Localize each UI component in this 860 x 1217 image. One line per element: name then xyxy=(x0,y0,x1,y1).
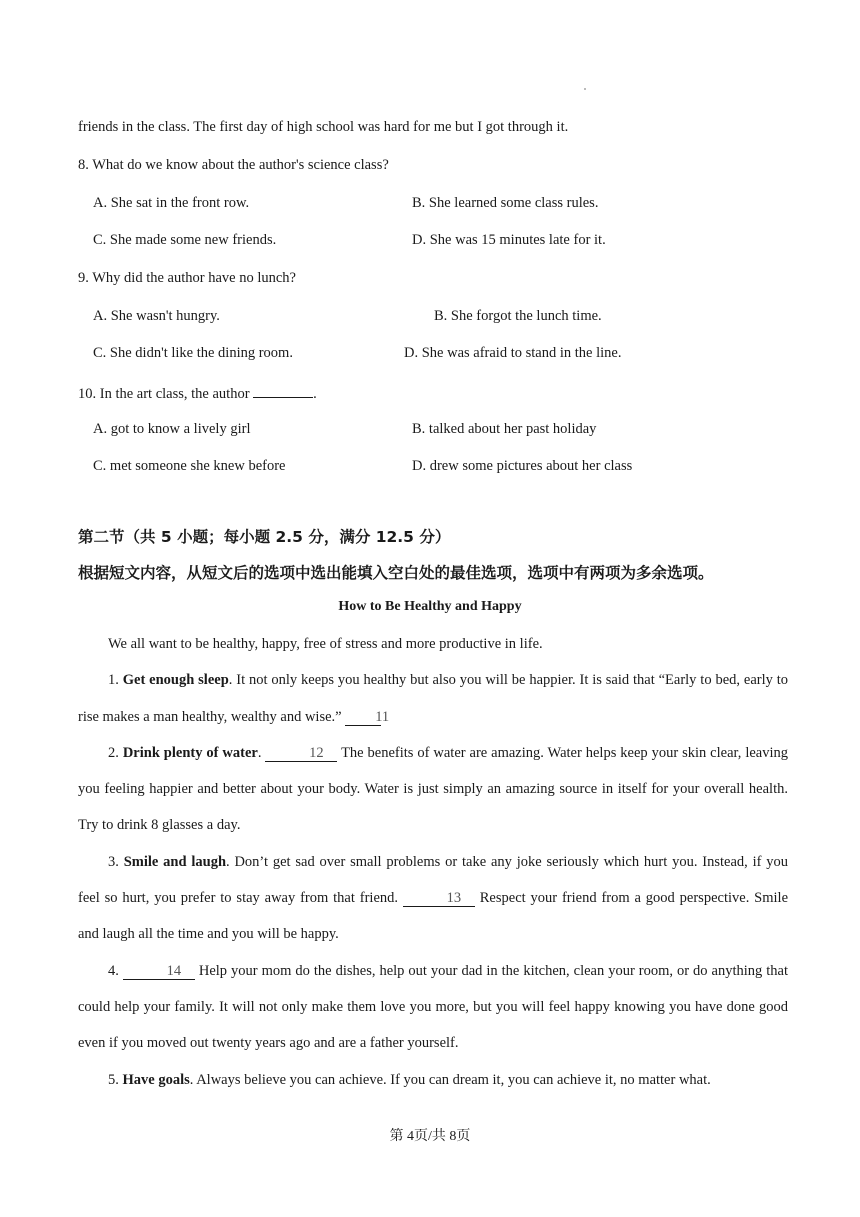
paragraph-3 xyxy=(78,844,788,953)
p2-text-2: The benefits of water are amazing. Water helps keep your skin clear, leaving you feeling happier and better about your body. Water is just simply an amazing source in itself for your overall health. Try to drink 8 glasses a day. xyxy=(78,744,788,834)
p3-number: 3. xyxy=(108,853,119,870)
q10-option-b: B. talked about her past holiday xyxy=(412,421,597,437)
intro-line: friends in the class. The first day of high school was hard for me but I got through it. xyxy=(78,119,569,135)
p5-heading: Have goals xyxy=(122,1071,190,1088)
p3-text-2: Respect your friend from a good perspective. Smile and laugh all the time and you will be happy. xyxy=(78,890,789,943)
q8-option-a: A. She sat in the front row. xyxy=(93,195,250,211)
article-body xyxy=(78,626,788,1098)
question-10-stem xyxy=(78,383,317,403)
q8-option-c: C. She made some new friends. xyxy=(93,232,277,248)
p4-number: 4. xyxy=(108,962,119,979)
paragraph-2 xyxy=(78,735,788,844)
p1-heading: Get enough sleep xyxy=(122,672,229,689)
p5-text: . Always believe you can achieve. If you can dream it, you can achieve it, no matter what. xyxy=(189,1071,711,1088)
p3-heading: Smile and laugh xyxy=(123,853,227,870)
q10-option-a: A. got to know a lively girl xyxy=(93,421,251,437)
q8-option-b: B. She learned some class rules. xyxy=(412,195,599,211)
speck xyxy=(584,88,586,90)
article-title: How to Be Healthy and Happy xyxy=(338,599,522,614)
p2-text-1: . xyxy=(257,744,262,761)
blank-13: 13 xyxy=(403,890,475,907)
q10-option-d: D. drew some pictures about her class xyxy=(412,458,633,474)
p2-number: 2. xyxy=(108,744,119,761)
page-footer: 第 4页/共 8页 xyxy=(389,1129,471,1144)
p2-heading: Drink plenty of water xyxy=(122,744,258,761)
q9-option-d: D. She was afraid to stand in the line. xyxy=(404,345,622,361)
paragraph-5 xyxy=(78,1062,788,1098)
q9-option-c: C. She didn't like the dining room. xyxy=(93,345,293,361)
p1-text: . It not only keeps you healthy but also you will be happier. It is said that “Early to bed, early to rise makes a man healthy, wealthy and wise.” xyxy=(78,672,789,725)
section-instruction: 根据短文内容，从短文后的选项中选出能填入空白处的最佳选项，选项中有两项为多余选项。 xyxy=(78,564,714,582)
paragraph-1 xyxy=(78,662,788,735)
blank-11: 11 xyxy=(345,709,381,726)
q9-option-a: A. She wasn't hungry. xyxy=(93,308,220,324)
q10-stem-text: 10. In the art class, the author xyxy=(78,386,250,402)
q8-option-d: D. She was 15 minutes late for it. xyxy=(412,232,606,248)
q10-stem-end: . xyxy=(313,386,317,402)
p1-number: 1. xyxy=(108,672,119,689)
blank-14: 14 xyxy=(123,963,195,980)
q9-option-b: B. She forgot the lunch time. xyxy=(434,308,602,324)
p5-number: 5. xyxy=(108,1071,119,1088)
q10-blank xyxy=(253,383,313,398)
section-heading: 第二节（共 5 小题；每小题 2.5 分，满分 12.5 分） xyxy=(78,528,451,546)
question-8-stem: 8. What do we know about the author's science class? xyxy=(78,157,389,173)
p4-text: Help your mom do the dishes, help out your dad in the kitchen, clean your room, or do anything that could help your family. It will not only make them love you more, but you will feel happy knowing you have done good even if you moved out twenty years ago and are a father yourself. xyxy=(78,962,789,1052)
q10-option-c: C. met someone she knew before xyxy=(93,458,286,474)
blank-12: 12 xyxy=(265,745,337,762)
question-9-stem: 9. Why did the author have no lunch? xyxy=(78,270,296,286)
p3-text-1: . Don’t get sad over small problems or take any joke seriously which hurt you. Instead, if you feel so hurt, you prefer to stay away from that friend. xyxy=(78,853,789,907)
article-intro: We all want to be healthy, happy, free of stress and more productive in life. xyxy=(108,636,543,652)
paragraph-4 xyxy=(78,953,788,1062)
